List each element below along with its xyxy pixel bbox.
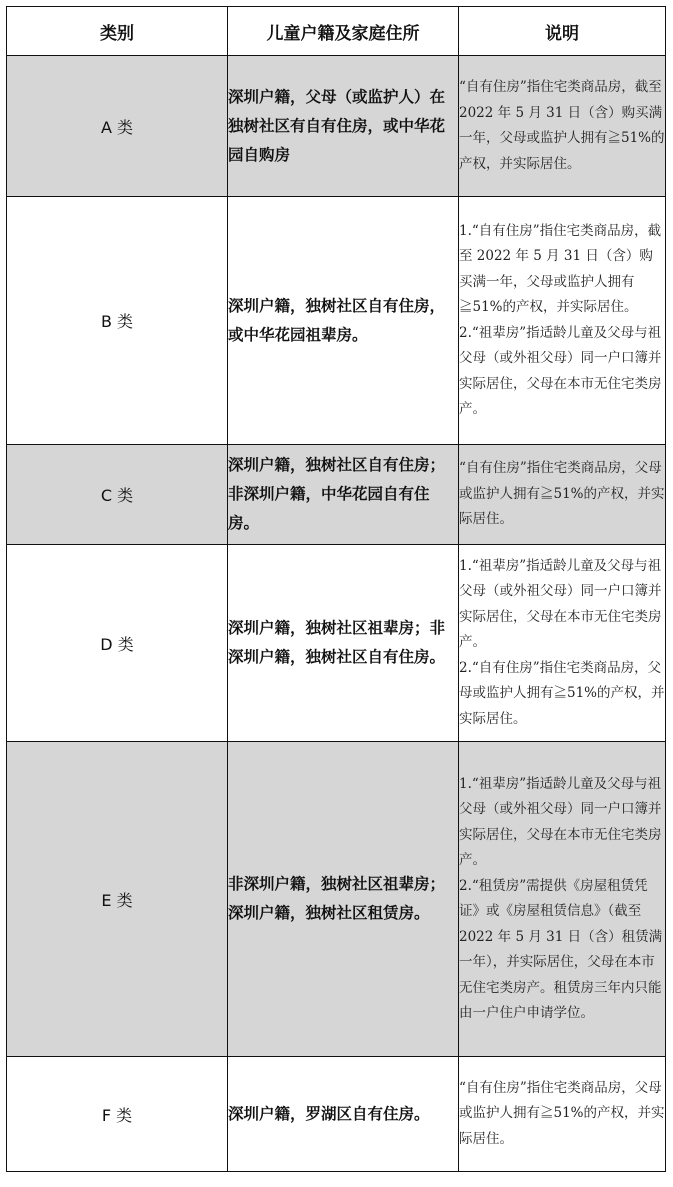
note-paragraph: “自有住房”指住宅类商品房，父母或监护人拥有≧51%的产权，并实际居住。 xyxy=(459,1079,665,1147)
row-category: F 类 xyxy=(7,1057,228,1172)
note-paragraph: 1.“祖辈房”指适龄儿童及父母与祖父母（或外祖父母）同一户口簿并实际居住，父母在本市无住宅类房产。 xyxy=(459,557,662,651)
row-category: D 类 xyxy=(7,545,228,742)
row-note xyxy=(459,742,666,1057)
row-note xyxy=(459,545,666,742)
admission-category-table xyxy=(6,6,666,1172)
row-category: E 类 xyxy=(7,742,228,1057)
row-note xyxy=(459,445,666,545)
note-paragraph: “自有住房”指住宅类商品房，父母或监护人拥有≧51%的产权，并实际居住。 xyxy=(459,460,665,528)
note-paragraph: 1.“自有住房”指住宅类商品房，截至 2022 年 5 月 31 日（含）购买满一年，父母或监护人拥有≧51%的产权，并实际居住。 xyxy=(459,222,662,315)
table-header-row xyxy=(7,7,666,56)
row-category: B 类 xyxy=(7,197,228,445)
note-paragraph: “自有住房”指住宅类商品房，截至 2022 年 5 月 31 日（含）购买满一年，父母或监护人拥有≧51%的产权，并实际居住。 xyxy=(459,79,665,172)
row-residence: 非深圳户籍，独树社区祖辈房；深圳户籍，独树社区租赁房。 xyxy=(228,742,459,1057)
row-residence: 深圳户籍，独树社区祖辈房；非深圳户籍，独树社区自有住房。 xyxy=(228,545,459,742)
note-paragraph: 2.“祖辈房”指适龄儿童及父母与祖父母（或外祖父母）同一户口簿并实际居住，父母在本市无住宅类房产。 xyxy=(459,324,662,417)
table-row xyxy=(7,445,666,545)
header-residence: 儿童户籍及家庭住所 xyxy=(228,7,459,56)
row-residence: 深圳户籍，父母（或监护人）在独树社区有自有住房，或中华花园自购房 xyxy=(228,56,459,197)
note-paragraph: 2.“租赁房”需提供《房屋租赁凭证》或《房屋租赁信息》（截至 2022 年 5 月 31 日（含）租赁满一年），并实际居住，父母在本市无住宅类房产。租赁房三年内只能由一户住户申请学位。 xyxy=(459,877,663,1021)
note-paragraph: 1.“祖辈房”指适龄儿童及父母与祖父母（或外祖父母）同一户口簿并实际居住，父母在本市无住宅类房产。 xyxy=(459,775,662,868)
table-row xyxy=(7,197,666,445)
note-paragraph: 2.“自有住房”指住宅类商品房，父母或监护人拥有≧51%的产权，并实际居住。 xyxy=(459,659,665,727)
table-row xyxy=(7,545,666,742)
row-category: A 类 xyxy=(7,56,228,197)
table-row xyxy=(7,56,666,197)
row-category: C 类 xyxy=(7,445,228,545)
row-residence: 深圳户籍，罗湖区自有住房。 xyxy=(228,1057,459,1172)
row-note xyxy=(459,56,666,197)
row-note xyxy=(459,197,666,445)
row-residence: 深圳户籍，独树社区自有住房，或中华花园祖辈房。 xyxy=(228,197,459,445)
header-note: 说明 xyxy=(459,7,666,56)
row-residence: 深圳户籍，独树社区自有住房；非深圳户籍，中华花园自有住房。 xyxy=(228,445,459,545)
table-row xyxy=(7,742,666,1057)
row-note xyxy=(459,1057,666,1172)
header-category: 类别 xyxy=(7,7,228,56)
table-row xyxy=(7,1057,666,1172)
